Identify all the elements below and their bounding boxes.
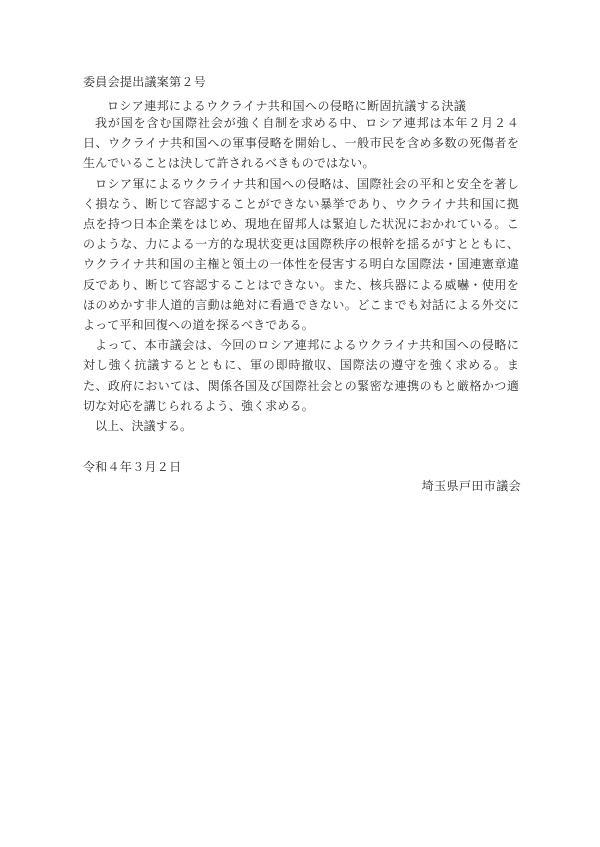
- issuer-signature: 埼玉県戸田市議会: [421, 479, 521, 493]
- body-paragraph-3: よって、本市議会は、今回のロシア連邦によるウクライナ共和国への侵略に対し強く抗議するとともに、軍の即時撤収、国際法の遵守を強く求める。また、政府においては、関係各国及び国際社会との緊密な連携のもと厳格かつ適切な対応を講じられるよう、強く求める。: [83, 338, 519, 413]
- body-paragraph-1: 我が国を含む国際社会が強く自制を求める中、ロシア連邦は本年２月２４日、ウクライナ共和国への軍事侵略を開始し、一般市民を含め多数の死傷者を生んでいることは決して許されるべきものではない。: [83, 116, 519, 171]
- body-paragraph-2: ロシア軍によるウクライナ共和国への侵略は、国際社会の平和と安全を著しく損なう、断じて容認することができない暴挙であり、ウクライナ共和国に拠点を持つ日本企業をはじめ、現地在留邦人は緊迫した状況におかれている。このような、力による一方的な現状変更は国際秩序の根幹を揺るがすとともに、ウクライナ共和国の主権と領土の一体性を侵害する明白な国際法・国連憲章違反であり、断じて容認することはできない。また、核兵器による威嚇・使用をほのめかす非人道的言動は絶対に看過できない。どこまでも対話による外交によって平和回復への道を探るべきである。: [83, 176, 519, 333]
- body-paragraph-4: 以上、決議する。: [95, 419, 193, 434]
- bill-number: 委員会提出議案第２号: [83, 75, 207, 89]
- resolution-body: [83, 113, 519, 436]
- resolution-date: 令和４年３月２日: [83, 460, 182, 474]
- resolution-title: ロシア連邦によるウクライナ共和国への侵略に断固抗議する決議: [107, 99, 467, 113]
